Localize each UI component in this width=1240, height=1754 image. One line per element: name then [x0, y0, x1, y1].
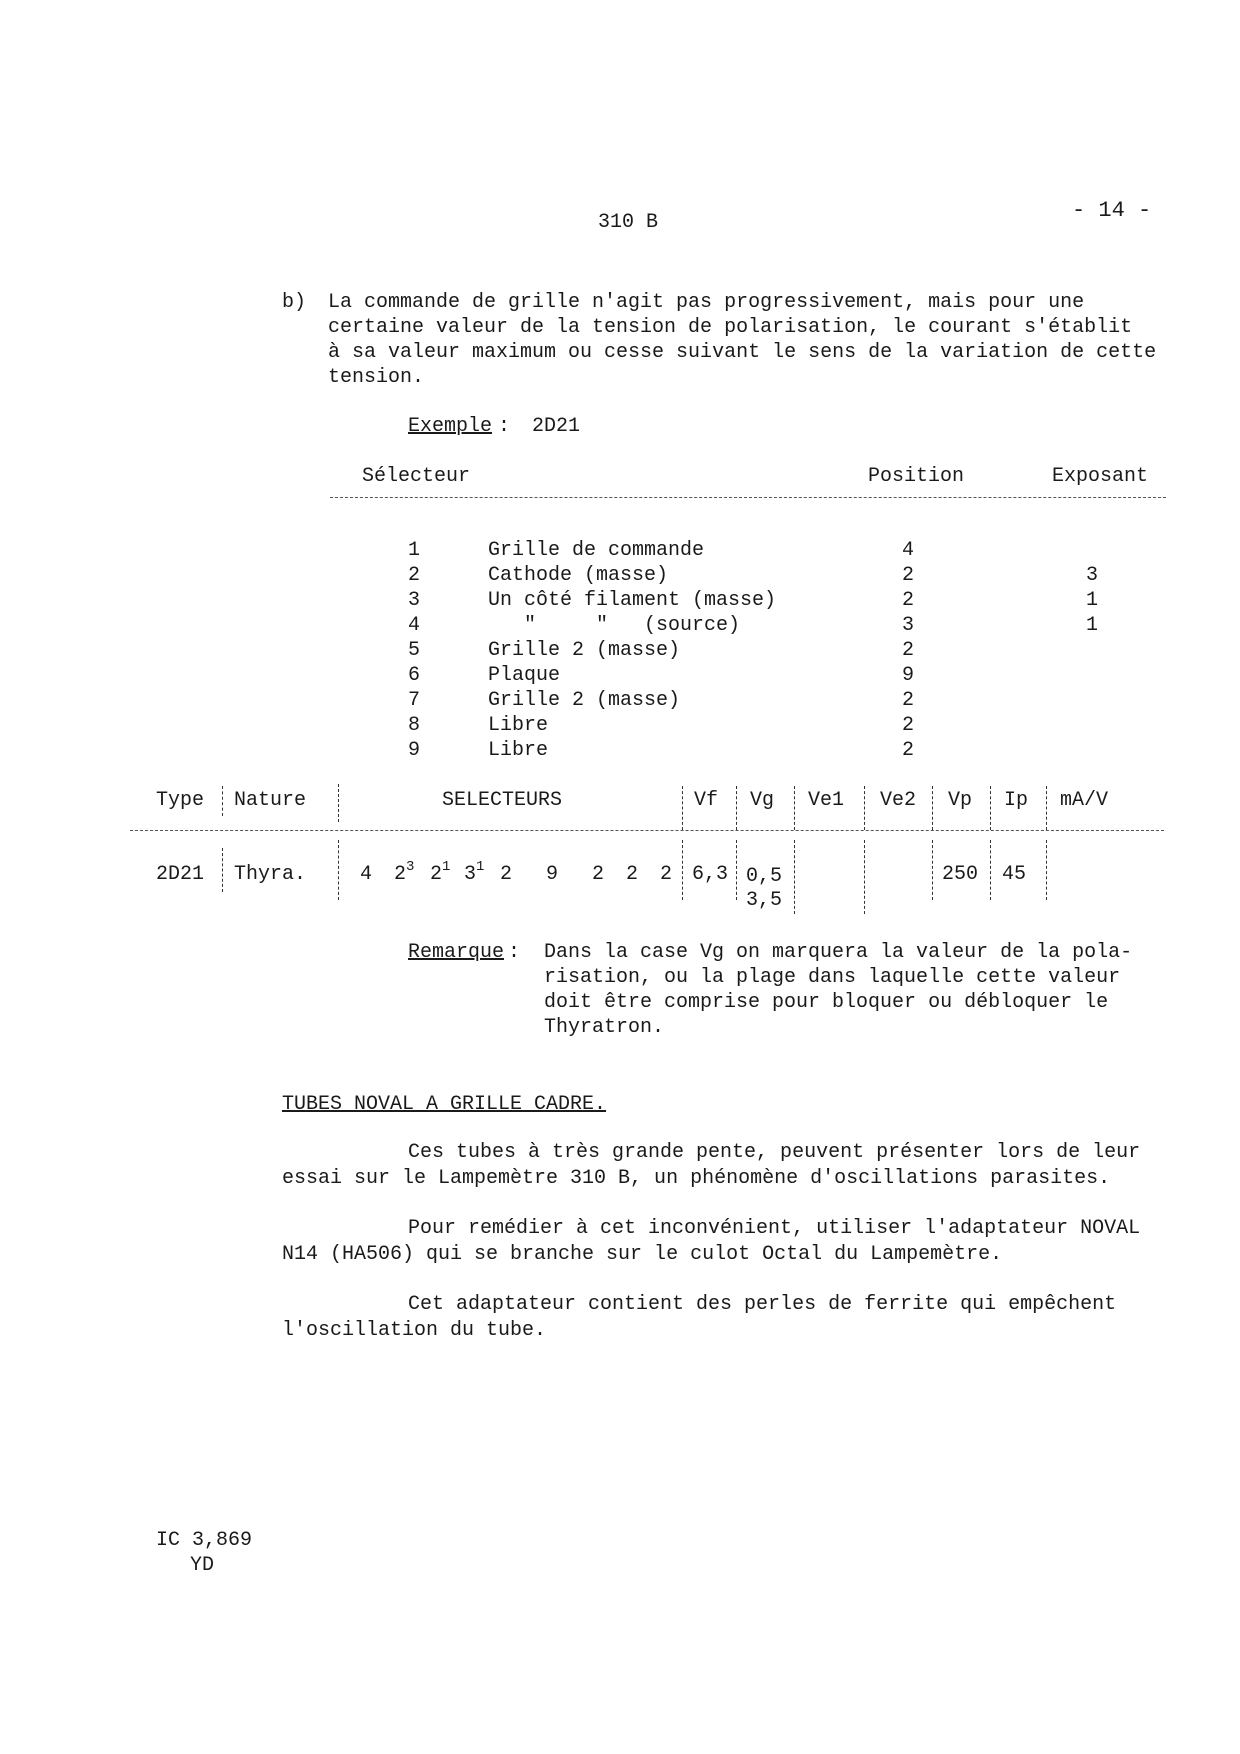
section-b-line: à sa valeur maximum ou cesse suivant le sens de la variation de cette: [328, 341, 1157, 364]
selector-desc: Grille 2 (masse): [488, 639, 681, 662]
tube-table-header-rule: [130, 830, 1164, 831]
column-divider: [990, 786, 991, 830]
selector-pos: 4: [902, 539, 915, 562]
remark-line: risation, ou la plage dans laquelle cette valeur: [544, 966, 1121, 989]
section-b-line: La commande de grille n'agit pas progressivement, mais pour une: [328, 291, 1085, 314]
col-nature-header: Nature: [234, 789, 307, 812]
col-ip-header: Ip: [1004, 789, 1029, 812]
position-header: Position: [868, 465, 965, 488]
column-divider: [932, 786, 933, 830]
selector-num: 3: [408, 589, 421, 612]
selector-num: 4: [408, 614, 421, 637]
tube-nature: Thyra.: [234, 863, 307, 886]
column-divider: [682, 840, 683, 900]
selector-exp: 1: [1086, 589, 1099, 612]
selector-pos: 2: [902, 589, 915, 612]
selector-exp: 1: [1086, 614, 1099, 637]
selector-desc: " " (source): [488, 614, 741, 637]
tube-vg-max: 3,5: [746, 889, 783, 912]
selector-desc: Libre: [488, 714, 549, 737]
selecteur-value: $2^3$: [394, 859, 415, 886]
column-divider: [682, 786, 683, 830]
col-mav-header: mA/V: [1060, 789, 1109, 812]
remark-line: Dans la case Vg on marquera la valeur de la pola-: [544, 941, 1133, 964]
selector-num: 6: [408, 664, 421, 687]
column-divider: [736, 840, 737, 900]
example-value: 2D21: [532, 415, 581, 438]
selecteur-value: $2^1$: [430, 859, 451, 886]
column-divider: [990, 840, 991, 900]
column-divider: [864, 840, 865, 914]
selector-pos: 3: [902, 614, 915, 637]
selector-exp: 3: [1086, 564, 1099, 587]
column-divider: [864, 786, 865, 830]
document-reference: 310 B: [598, 211, 659, 234]
selector-num: 9: [408, 739, 421, 762]
example-label: Exemple: [408, 415, 493, 438]
selector-desc: Grille de commande: [488, 539, 705, 562]
tube-ip: 45: [1002, 863, 1027, 886]
col-vg-header: Vg: [750, 789, 775, 812]
noval-paragraph: Cet adaptateur contient des perles de ferrite qui empêchent l'oscillation du tube.: [282, 1293, 1117, 1342]
selecteur-value: 2: [500, 863, 513, 886]
exposant-header: Exposant: [1052, 465, 1149, 488]
section-b-line: tension.: [328, 366, 425, 389]
selector-num: 5: [408, 639, 421, 662]
selector-num: 1: [408, 539, 421, 562]
selector-desc: Cathode (masse): [488, 564, 669, 587]
column-divider: [338, 840, 339, 900]
selector-desc: Libre: [488, 739, 549, 762]
selecteur-value: 2: [626, 863, 639, 886]
remark-label: Remarque: [408, 941, 505, 964]
noval-paragraph: Ces tubes à très grande pente, peuvent présenter lors de leur essai sur le Lampemètre 310 B, un phénomène d'oscillations parasites.: [282, 1141, 1141, 1190]
column-divider: [794, 840, 795, 914]
column-divider: [932, 840, 933, 900]
page-number: - 14 -: [1072, 198, 1152, 223]
selector-num: 8: [408, 714, 421, 737]
column-divider: [736, 786, 737, 830]
column-divider: [338, 784, 339, 822]
col-ve2-header: Ve2: [880, 789, 917, 812]
selector-pos: 2: [902, 639, 915, 662]
selecteur-value: 4: [360, 863, 373, 886]
selector-num: 7: [408, 689, 421, 712]
selecteur-value: $3^1$: [464, 859, 485, 886]
selector-pos: 2: [902, 564, 915, 587]
selector-header-rule: [330, 497, 1166, 498]
section-b-line: certaine valeur de la tension de polarisation, le courant s'établit: [328, 316, 1133, 339]
section-title: TUBES NOVAL A GRILLE CADRE.: [282, 1093, 607, 1116]
selector-desc: Plaque: [488, 664, 561, 687]
col-ve1-header: Ve1: [808, 789, 845, 812]
selecteur-value: 2: [660, 863, 673, 886]
column-divider: [222, 848, 223, 892]
selector-header: Sélecteur: [362, 465, 471, 488]
footer-reference: IC 3,869: [156, 1529, 253, 1552]
remark-line: Thyratron.: [544, 1016, 665, 1039]
noval-paragraph: Pour remédier à cet inconvénient, utiliser l'adaptateur NOVAL N14 (HA506) qui se branche sur le culot Octal du Lampemètre.: [282, 1217, 1141, 1266]
selecteur-value: 2: [592, 863, 605, 886]
remark-colon: :: [508, 941, 521, 964]
column-divider: [794, 786, 795, 830]
selecteur-value: 9: [546, 863, 559, 886]
selector-pos: 2: [902, 689, 915, 712]
example-colon: :: [498, 415, 511, 438]
col-type-header: Type: [156, 789, 205, 812]
remark-line: doit être comprise pour bloquer ou débloquer le: [544, 991, 1109, 1014]
tube-vg-min: 0,5: [746, 865, 783, 888]
tube-type: 2D21: [156, 863, 205, 886]
selector-pos: 2: [902, 714, 915, 737]
tube-vf: 6,3: [692, 863, 729, 886]
section-b-marker: b): [282, 291, 307, 314]
selector-desc: Un côté filament (masse): [488, 589, 777, 612]
column-divider: [222, 786, 223, 816]
selector-num: 2: [408, 564, 421, 587]
selector-pos: 9: [902, 664, 915, 687]
selector-pos: 2: [902, 739, 915, 762]
col-vp-header: Vp: [948, 789, 973, 812]
selector-desc: Grille 2 (masse): [488, 689, 681, 712]
tube-vp: 250: [942, 863, 979, 886]
col-selecteurs-header: SELECTEURS: [442, 789, 563, 812]
col-vf-header: Vf: [694, 789, 719, 812]
column-divider: [1046, 840, 1047, 900]
column-divider: [1046, 786, 1047, 830]
footer-initials: YD: [190, 1554, 215, 1577]
